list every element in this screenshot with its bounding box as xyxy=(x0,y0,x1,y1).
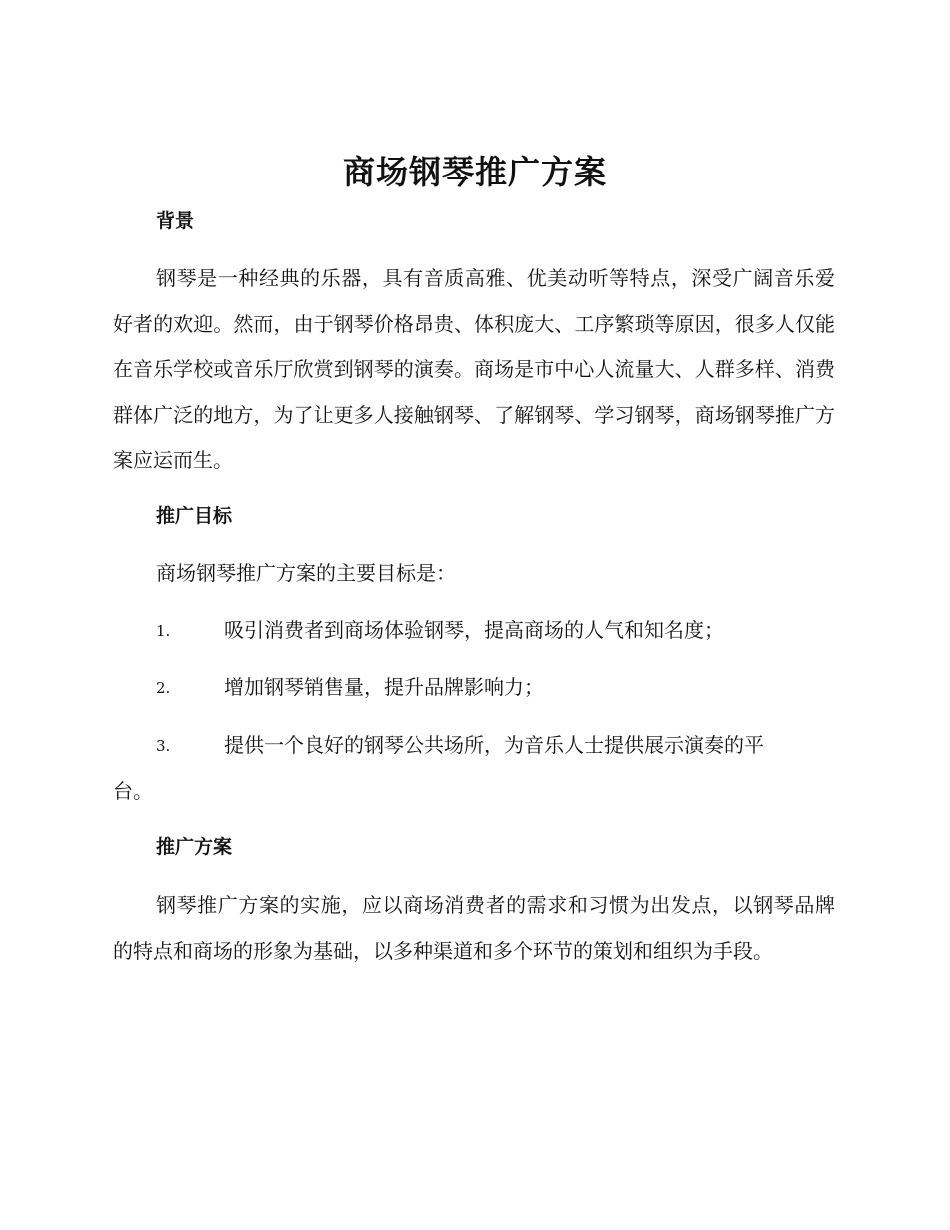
list-item-text: 提供一个良好的钢琴公共场所，为音乐人士提供展示演奏的平 xyxy=(224,733,764,757)
background-paragraph: 钢琴是一种经典的乐器，具有音质高雅、优美动听等特点，深受广阔音乐爱好者的欢迎。然而，由于钢琴价格昂贵、体积庞大、工序繁琐等原因，很多人仅能在音乐学校或音乐厅欣赏到钢琴的演奏。商场是市中心人流量大、人群多样、消费群体广泛的地方，为了让更多人接触钢琴、了解钢琴、学习钢琴，商场钢琴推广方案应运而生。 xyxy=(113,266,835,472)
list-item-continuation: 台。 xyxy=(113,779,153,803)
section-heading-goals: 推广目标 xyxy=(156,505,233,527)
document-title: 商场钢琴推广方案 xyxy=(342,153,607,191)
section-heading-plan: 推广方案 xyxy=(156,836,233,858)
list-item-number: 1. xyxy=(156,622,171,640)
goals-intro: 商场钢琴推广方案的主要目标是： xyxy=(156,561,456,585)
list-item-text: 吸引消费者到商场体验钢琴，提高商场的人气和知名度； xyxy=(224,618,724,642)
plan-paragraph: 钢琴推广方案的实施，应以商场消费者的需求和习惯为出发点，以钢琴品牌的特点和商场的形象为基础，以多种渠道和多个环节的策划和组织为手段。 xyxy=(113,893,835,963)
section-heading-background: 背景 xyxy=(156,210,195,232)
list-item-number: 2. xyxy=(156,679,171,697)
list-item-number: 3. xyxy=(156,737,171,755)
list-item-text: 增加钢琴销售量，提升品牌影响力； xyxy=(224,675,544,699)
